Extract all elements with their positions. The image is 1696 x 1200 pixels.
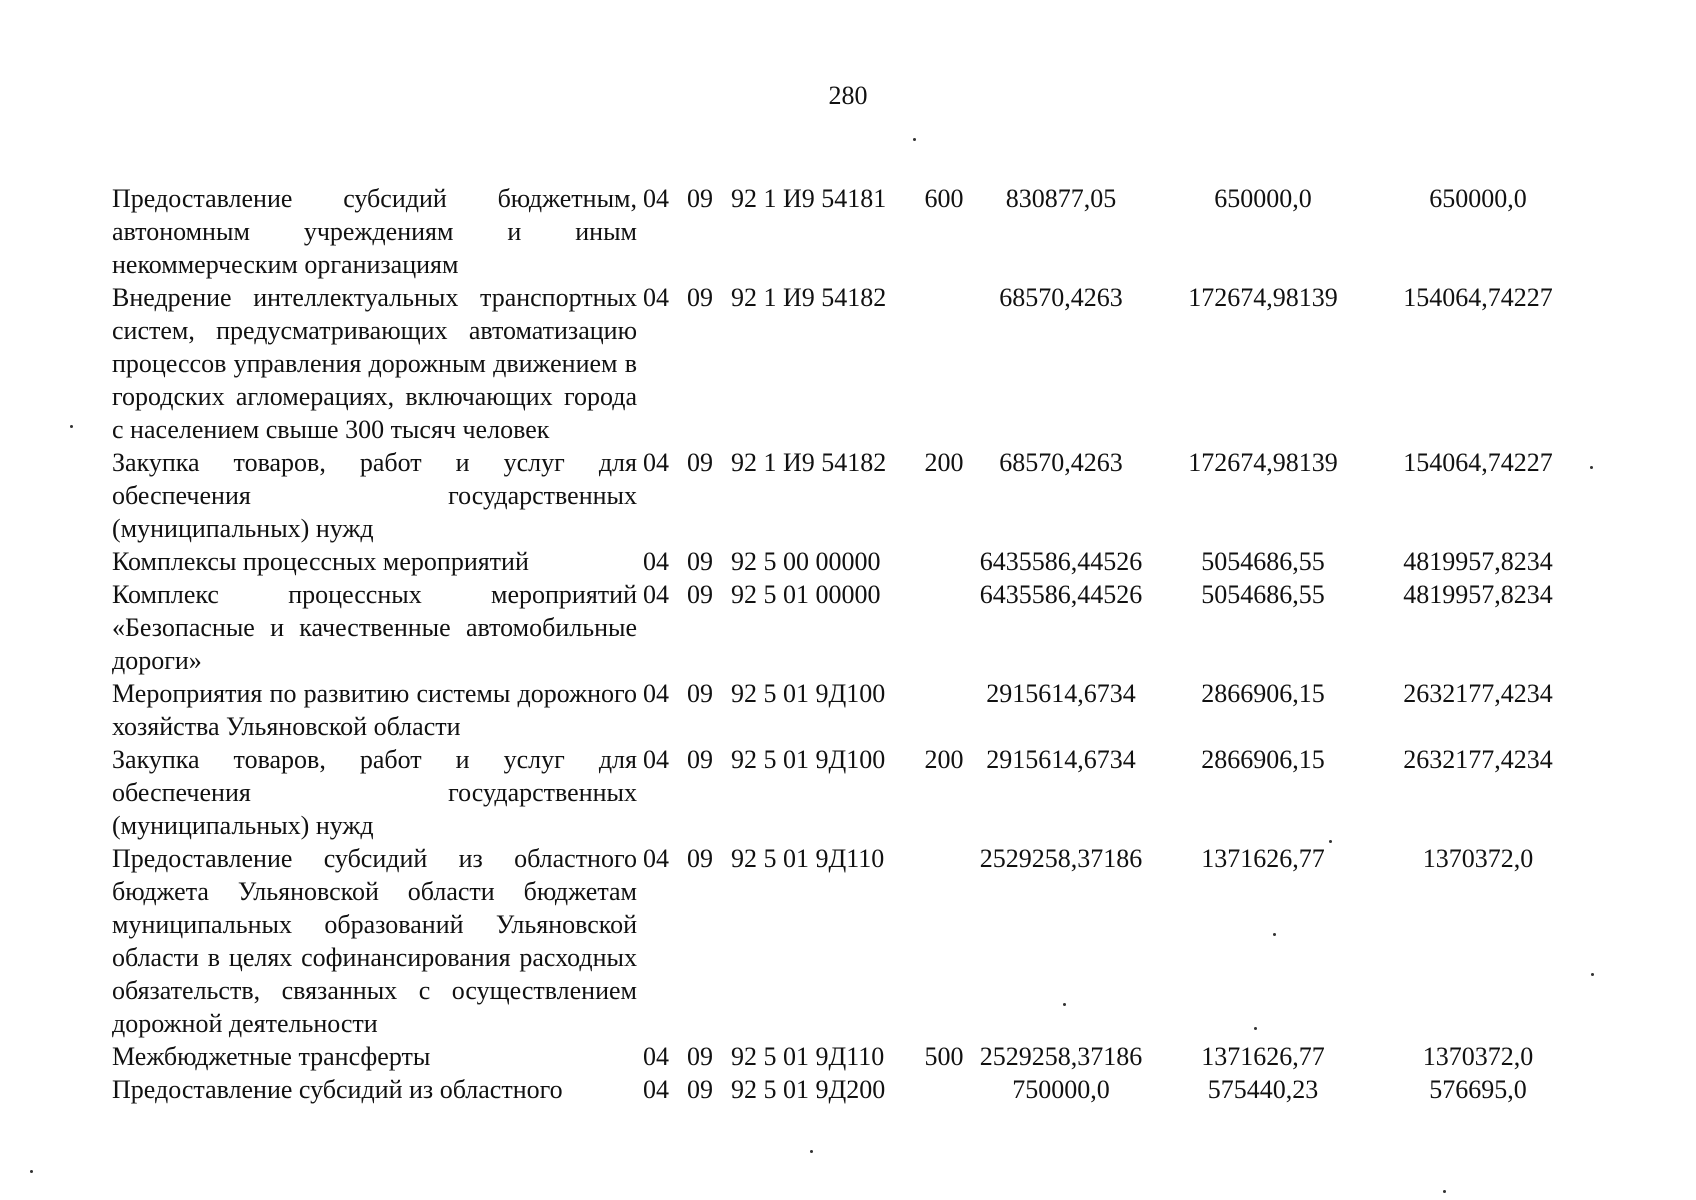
row-expense-type: 600 [924,184,964,213]
row-name: Закупка товаров, работ и услуг для обеспечения государственных (муниципальных) нужд [112,448,637,543]
row-amount-year-2: 575440,23 [1207,1075,1319,1104]
row-target-article: 92 5 01 9Д200 [731,1075,886,1104]
scan-speck [1591,973,1594,976]
row-amount-year-3: 2632177,4234 [1403,745,1553,774]
row-expense-type [913,281,975,446]
row-subsection-code: 09 [687,283,713,312]
row-amount-year-3: 1370372,0 [1422,1042,1534,1071]
row-expense-type [913,842,975,1040]
table-row [112,1040,1577,1073]
row-amount-year-1: 2529258,37186 [979,1042,1143,1071]
row-expense-type: 200 [924,448,964,477]
scan-speck [1443,1190,1446,1193]
table-row [112,1073,1577,1106]
scan-speck [70,425,73,428]
row-amount-year-3: 576695,0 [1429,1075,1527,1104]
row-target-article: 92 5 01 9Д100 [731,679,886,708]
row-section-code: 04 [643,844,669,873]
row-section-code: 04 [643,580,669,609]
row-target-article: 92 5 01 9Д100 [731,745,886,774]
row-target-article: 92 5 01 00000 [731,580,881,609]
row-subsection-code: 09 [687,184,713,213]
row-name: Межбюджетные трансферты [112,1042,431,1071]
row-section-code: 04 [643,745,669,774]
row-amount-year-3: 1370372,0 [1422,844,1534,873]
row-name: Комплексы процессных мероприятий [112,547,529,576]
row-expense-type: 200 [924,745,964,774]
row-amount-year-3: 154064,74227 [1403,448,1553,477]
row-amount-year-2: 1371626,77 [1201,844,1325,873]
row-amount-year-1: 68570,4263 [999,283,1123,312]
row-subsection-code: 09 [687,1075,713,1104]
row-amount-year-3: 4819957,8234 [1403,580,1553,609]
row-amount-year-1: 750000,0 [1012,1075,1110,1104]
row-name: Предоставление субсидий из областного бюджета Ульяновской области бюджетам муниципальных образований Ульяновской области в целях софинансирования расходных обязательств, связанных с осуществлением дорожной деятельности [112,844,637,1038]
table-row [112,677,1577,743]
scan-speck [810,1150,813,1153]
row-subsection-code: 09 [687,580,713,609]
row-amount-year-2: 1371626,77 [1201,1042,1325,1071]
row-subsection-code: 09 [687,547,713,576]
table-row [112,743,1577,842]
row-amount-year-1: 2915614,6734 [986,745,1136,774]
row-target-article: 92 1 И9 54182 [731,448,887,477]
row-section-code: 04 [643,547,669,576]
row-name: Комплекс процессных мероприятий «Безопасные и качественные автомобильные дороги» [112,580,637,675]
row-expense-type [913,677,975,743]
row-section-code: 04 [643,448,669,477]
row-section-code: 04 [643,1042,669,1071]
row-subsection-code: 09 [687,448,713,477]
row-amount-year-3: 4819957,8234 [1403,547,1553,576]
table-row [112,842,1577,1040]
row-expense-type [913,1073,975,1106]
scan-speck [1273,933,1276,936]
row-amount-year-2: 172674,98139 [1188,283,1338,312]
scan-speck [1254,1027,1257,1030]
row-section-code: 04 [643,283,669,312]
row-target-article: 92 5 01 9Д110 [731,1042,885,1071]
row-name: Мероприятия по развитию системы дорожного хозяйства Ульяновской области [112,679,637,741]
table-row [112,545,1577,578]
row-subsection-code: 09 [687,1042,713,1071]
page-number: 280 [828,81,868,110]
table-row [112,578,1577,677]
row-name: Закупка товаров, работ и услуг для обеспечения государственных (муниципальных) нужд [112,745,637,840]
table-row [112,281,1577,446]
row-amount-year-1: 6435586,44526 [979,547,1143,576]
row-amount-year-2: 5054686,55 [1201,580,1325,609]
row-subsection-code: 09 [687,745,713,774]
table-body [112,182,1577,1106]
row-name: Предоставление субсидий из областного [112,1075,563,1104]
scan-speck [1590,466,1593,469]
scan-speck [1063,1003,1066,1006]
row-section-code: 04 [643,1075,669,1104]
row-expense-type [913,578,975,677]
row-subsection-code: 09 [687,679,713,708]
row-target-article: 92 1 И9 54181 [731,184,887,213]
row-amount-year-2: 2866906,15 [1201,679,1325,708]
row-amount-year-2: 650000,0 [1214,184,1312,213]
row-amount-year-3: 2632177,4234 [1403,679,1553,708]
table-row [112,182,1577,281]
row-amount-year-1: 2915614,6734 [986,679,1136,708]
scan-speck [1329,840,1332,843]
row-amount-year-2: 172674,98139 [1188,448,1338,477]
row-amount-year-3: 650000,0 [1429,184,1527,213]
row-target-article: 92 5 00 00000 [731,547,881,576]
row-amount-year-2: 5054686,55 [1201,547,1325,576]
row-target-article: 92 5 01 9Д110 [731,844,885,873]
row-expense-type: 500 [924,1042,964,1071]
budget-table [112,182,1577,1106]
row-name: Внедрение интеллектуальных транспортных систем, предусматривающих автоматизацию процессов управления дорожным движением в городских агломерациях, включающих города с населением свыше 300 тысяч человек [112,283,637,444]
row-subsection-code: 09 [687,844,713,873]
row-amount-year-1: 6435586,44526 [979,580,1143,609]
row-expense-type [913,545,975,578]
row-section-code: 04 [643,184,669,213]
scan-speck [913,138,916,141]
row-amount-year-3: 154064,74227 [1403,283,1553,312]
row-amount-year-1: 830877,05 [1005,184,1117,213]
row-amount-year-2: 2866906,15 [1201,745,1325,774]
row-amount-year-1: 2529258,37186 [979,844,1143,873]
row-target-article: 92 1 И9 54182 [731,283,887,312]
row-section-code: 04 [643,679,669,708]
row-name: Предоставление субсидий бюджетным, автономным учреждениям и иным некоммерческим организациям [112,184,637,279]
table-row [112,446,1577,545]
row-amount-year-1: 68570,4263 [999,448,1123,477]
scan-speck [30,1170,33,1173]
